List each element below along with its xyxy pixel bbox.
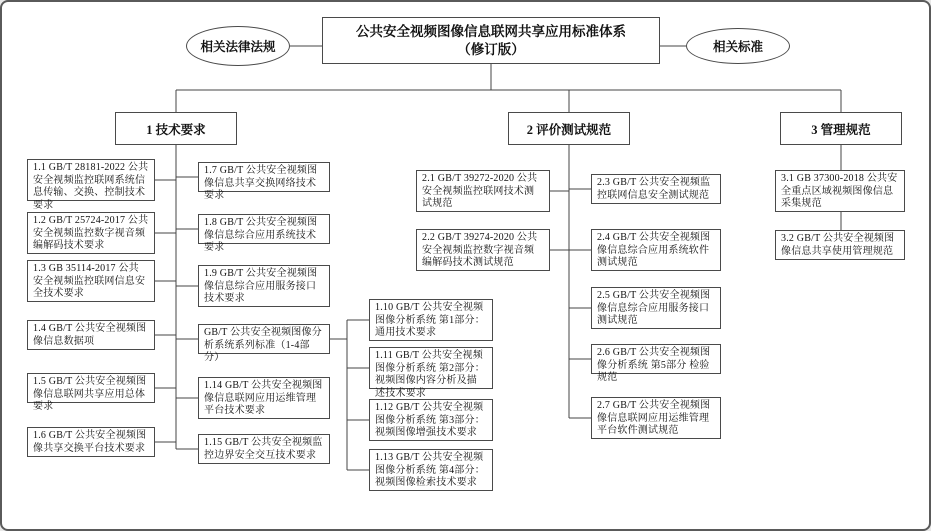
std-box-2-7: 2.7 GB/T 公共安全视频图像信息联网应用运维管理平台软件测试规范 bbox=[591, 397, 721, 439]
branch1-header: 1 技术要求 bbox=[115, 112, 237, 145]
branch3-header: 3 管理规范 bbox=[780, 112, 902, 145]
std-box-1-2: 1.2 GB/T 25724-2017 公共安全视频监控数字视音频编解码技术要求 bbox=[27, 212, 155, 254]
std-box-1-6: 1.6 GB/T 公共安全视频图像共享交换平台技术要求 bbox=[27, 427, 155, 457]
std-box-1-15: 1.15 GB/T 公共安全视频监控边界安全交互技术要求 bbox=[198, 434, 330, 464]
std-box-1-11: 1.11 GB/T 公共安全视频图像分析系统 第2部分： 视频图像内容分析及描述技术要求 bbox=[369, 347, 493, 389]
std-box-1-7: 1.7 GB/T 公共安全视频图像信息共享交换网络技术要求 bbox=[198, 162, 330, 192]
std-box-2-1: 2.1 GB/T 39272-2020 公共安全视频监控联网技术测试规范 bbox=[416, 170, 550, 212]
std-box-1-14: 1.14 GB/T 公共安全视频图像信息联网应用运维管理平台技术要求 bbox=[198, 377, 330, 419]
std-box-1-1: 1.1 GB/T 28181-2022 公共安全视频监控联网系统信息传输、交换、控制技术要求 bbox=[27, 159, 155, 201]
related-laws-ellipse: 相关法律法规 bbox=[186, 26, 290, 66]
related-standards-ellipse: 相关标准 bbox=[686, 28, 790, 64]
std-box-1-8: 1.8 GB/T 公共安全视频图像信息综合应用系统技术要求 bbox=[198, 214, 330, 244]
main-title-line1: 公共安全视频图像信息联网共享应用标准体系 bbox=[356, 23, 626, 39]
std-box-series-1-4: GB/T 公共安全视频图像分析系统系列标准（1-4部分） bbox=[198, 324, 330, 354]
std-box-1-10: 1.10 GB/T 公共安全视频图像分析系统 第1部分： 通用技术要求 bbox=[369, 299, 493, 341]
std-box-1-12: 1.12 GB/T 公共安全视频图像分析系统 第3部分： 视频图像增强技术要求 bbox=[369, 399, 493, 441]
std-box-2-5: 2.5 GB/T 公共安全视频图像信息综合应用服务接口测试规范 bbox=[591, 287, 721, 329]
branch2-header: 2 评价测试规范 bbox=[508, 112, 630, 145]
std-box-1-13: 1.13 GB/T 公共安全视频图像分析系统 第4部分： 视频图像检索技术要求 bbox=[369, 449, 493, 491]
std-box-3-1: 3.1 GB 37300-2018 公共安全重点区域视频图像信息采集规范 bbox=[775, 170, 905, 212]
std-box-1-3: 1.3 GB 35114-2017 公共安全视频监控联网信息安全技术要求 bbox=[27, 260, 155, 302]
std-box-2-3: 2.3 GB/T 公共安全视频监控联网信息安全测试规范 bbox=[591, 174, 721, 204]
std-box-2-2: 2.2 GB/T 39274-2020 公共安全视频监控数字视音频编解码技术测试规范 bbox=[416, 229, 550, 271]
std-box-1-5: 1.5 GB/T 公共安全视频图像信息联网共享应用总体要求 bbox=[27, 373, 155, 403]
std-box-1-9: 1.9 GB/T 公共安全视频图像信息综合应用服务接口技术要求 bbox=[198, 265, 330, 307]
main-title-line2: （修订版） bbox=[457, 41, 525, 57]
std-box-3-2: 3.2 GB/T 公共安全视频图像信息共享使用管理规范 bbox=[775, 230, 905, 260]
std-box-2-4: 2.4 GB/T 公共安全视频图像信息综合应用系统软件测试规范 bbox=[591, 229, 721, 271]
std-box-2-6: 2.6 GB/T 公共安全视频图像分析系统 第5部分 检验规范 bbox=[591, 344, 721, 374]
main-title-box bbox=[322, 17, 660, 64]
std-box-1-4: 1.4 GB/T 公共安全视频图像信息数据项 bbox=[27, 320, 155, 350]
